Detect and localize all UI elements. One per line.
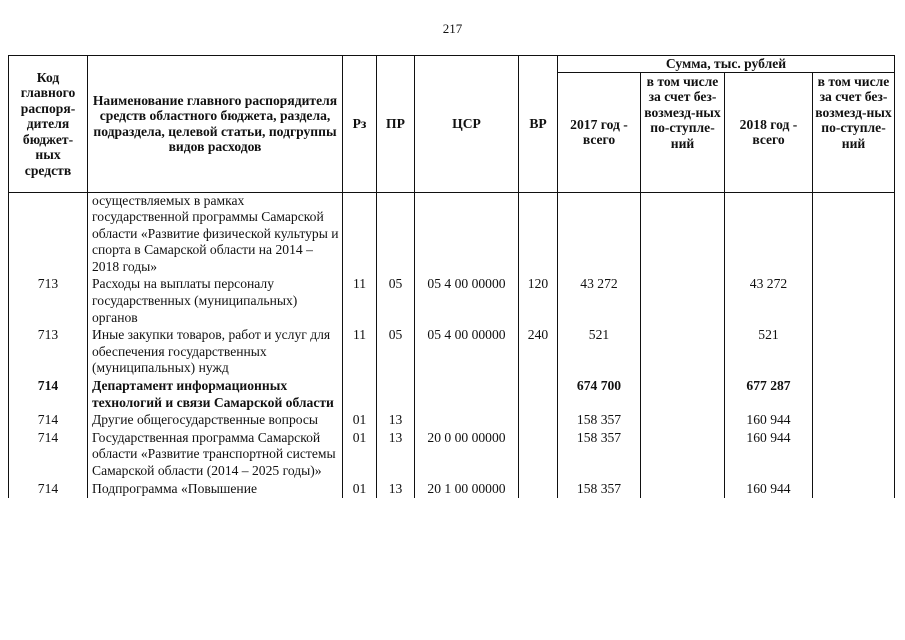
row-rz: 01 xyxy=(343,430,377,481)
row-name: Расходы на выплаты персоналу государственных (муниципальных) органов xyxy=(88,276,343,327)
row-2018-total: 521 xyxy=(725,327,813,378)
row-2017-free xyxy=(641,481,725,499)
row-pr xyxy=(377,378,415,412)
row-2018-total: 43 272 xyxy=(725,276,813,327)
row-code: 714 xyxy=(9,412,88,430)
row-csr xyxy=(415,378,519,412)
header-sum: Сумма, тыс. рублей xyxy=(558,56,895,73)
row-code xyxy=(9,192,88,276)
row-code: 714 xyxy=(9,481,88,499)
row-code: 714 xyxy=(9,378,88,412)
row-csr: 05 4 00 00000 xyxy=(415,276,519,327)
header-2018-total: 2018 год - всего xyxy=(725,72,813,192)
header-rz: Рз xyxy=(343,56,377,193)
row-2017-total: 43 272 xyxy=(558,276,641,327)
row-rz: 11 xyxy=(343,276,377,327)
row-csr: 05 4 00 00000 xyxy=(415,327,519,378)
row-vr xyxy=(519,481,558,499)
header-2017-free: в том числе за счет без-возмезд-ных по-ступле-ний xyxy=(641,72,725,192)
row-vr: 240 xyxy=(519,327,558,378)
row-rz xyxy=(343,192,377,276)
row-csr xyxy=(415,412,519,430)
row-name: Иные закупки товаров, работ и услуг для обеспечения государственных (муниципальных) нужд xyxy=(88,327,343,378)
row-2017-free xyxy=(641,327,725,378)
header-2018-free: в том числе за счет без-возмезд-ных по-ступле-ний xyxy=(813,72,895,192)
table-row xyxy=(9,412,895,430)
row-vr xyxy=(519,430,558,481)
row-2018-free xyxy=(813,327,895,378)
row-2017-total: 521 xyxy=(558,327,641,378)
row-2018-free xyxy=(813,276,895,327)
row-2017-total: 158 357 xyxy=(558,481,641,499)
header-csr: ЦСР xyxy=(415,56,519,193)
row-pr: 13 xyxy=(377,412,415,430)
row-2018-free xyxy=(813,430,895,481)
row-name: Другие общегосударственные вопросы xyxy=(88,412,343,430)
row-code: 713 xyxy=(9,276,88,327)
row-2018-total: 160 944 xyxy=(725,481,813,499)
row-rz xyxy=(343,378,377,412)
row-2018-total: 160 944 xyxy=(725,430,813,481)
row-2018-free xyxy=(813,481,895,499)
header-2017-total: 2017 год - всего xyxy=(558,72,641,192)
table-row-department xyxy=(9,378,895,412)
row-csr: 20 0 00 00000 xyxy=(415,430,519,481)
header-name: Наименование главного распорядителя средств областного бюджета, раздела, подраздела, целевой статьи, подгруппы видов расходов xyxy=(88,56,343,193)
table-row xyxy=(9,481,895,499)
row-rz: 01 xyxy=(343,481,377,499)
row-2017-total: 674 700 xyxy=(558,378,641,412)
row-name: Департамент информационных технологий и связи Самарской области xyxy=(88,378,343,412)
row-2017-total xyxy=(558,192,641,276)
table-row xyxy=(9,192,895,276)
row-rz: 01 xyxy=(343,412,377,430)
header-vr: ВР xyxy=(519,56,558,193)
row-2017-free xyxy=(641,430,725,481)
row-pr: 05 xyxy=(377,327,415,378)
row-2018-free xyxy=(813,192,895,276)
row-2017-free xyxy=(641,412,725,430)
row-pr xyxy=(377,192,415,276)
row-pr: 13 xyxy=(377,481,415,499)
budget-table xyxy=(8,55,895,498)
page-number: 217 xyxy=(442,21,463,36)
row-2017-total: 158 357 xyxy=(558,412,641,430)
row-vr: 120 xyxy=(519,276,558,327)
row-name: осуществляемых в рамках государственной программы Самарской области «Развитие физической культуры и спорта в Самарской области на 2014 – 2018 годы» xyxy=(88,192,343,276)
row-csr: 20 1 00 00000 xyxy=(415,481,519,499)
row-code: 714 xyxy=(9,430,88,481)
row-2018-free xyxy=(813,412,895,430)
row-pr: 05 xyxy=(377,276,415,327)
row-2018-total: 677 287 xyxy=(725,378,813,412)
row-csr xyxy=(415,192,519,276)
row-pr: 13 xyxy=(377,430,415,481)
header-pr: ПР xyxy=(377,56,415,193)
row-name: Государственная программа Самарской области «Развитие транспортной системы Самарской области (2014 – 2025 годы)» xyxy=(88,430,343,481)
table-row xyxy=(9,276,895,327)
row-vr xyxy=(519,412,558,430)
table-row xyxy=(9,327,895,378)
row-2018-total xyxy=(725,192,813,276)
row-2018-free xyxy=(813,378,895,412)
row-2017-free xyxy=(641,276,725,327)
row-2017-total: 158 357 xyxy=(558,430,641,481)
row-2017-free xyxy=(641,378,725,412)
row-vr xyxy=(519,192,558,276)
row-2017-free xyxy=(641,192,725,276)
table-row xyxy=(9,430,895,481)
row-rz: 11 xyxy=(343,327,377,378)
row-vr xyxy=(519,378,558,412)
row-code: 713 xyxy=(9,327,88,378)
row-name: Подпрограмма «Повышение xyxy=(88,481,343,499)
row-2018-total: 160 944 xyxy=(725,412,813,430)
header-code: Код главного распоря-дителя бюджет-ных средств xyxy=(9,56,88,193)
